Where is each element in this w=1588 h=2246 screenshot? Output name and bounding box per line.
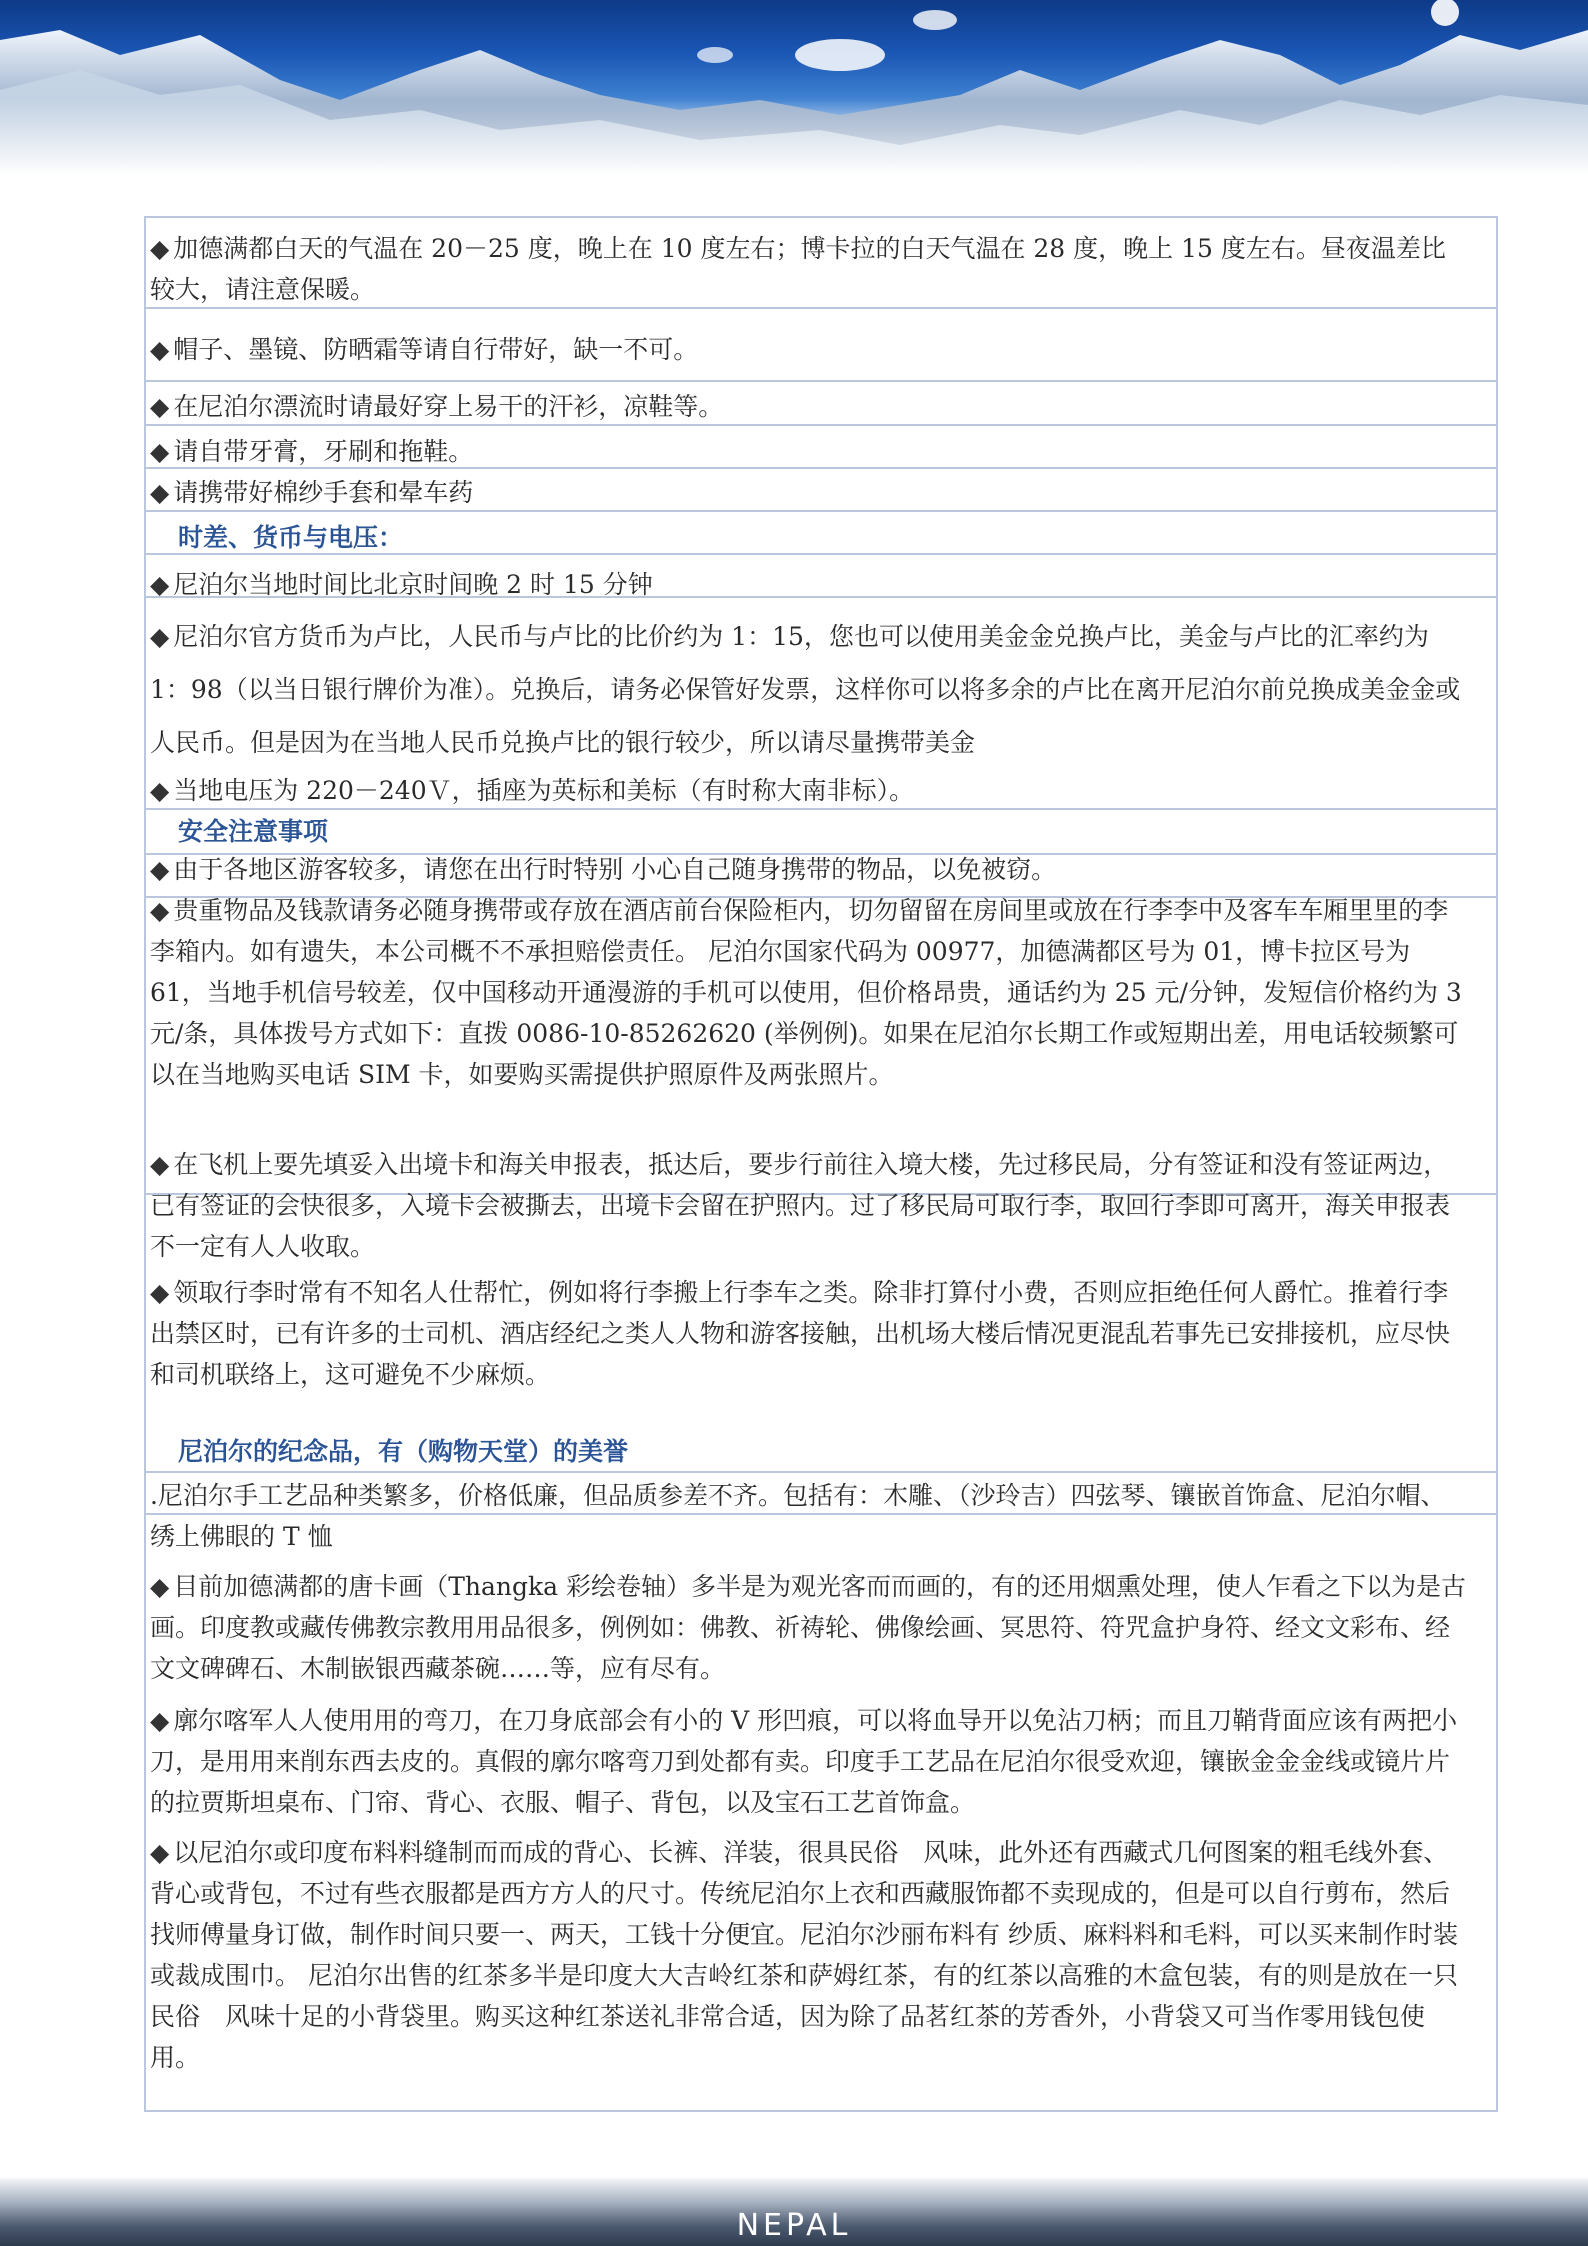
- item-text: 当地电压为 220－240Ｖ，插座为英标和美标（有时称大南非标）。: [173, 776, 915, 805]
- divider: [144, 380, 1498, 382]
- header-mountain-banner: [0, 0, 1588, 175]
- souvenirs-intro: .尼泊尔手工艺品种类繁多，价格低廉，但品质参差不齐。包括有：木雕、（沙玲吉）四弦琴、镶嵌首饰盒、尼泊尔帽、绣上佛眼的 T 恤: [150, 1481, 1446, 1551]
- divider: [144, 1471, 1498, 1473]
- item-text: 廓尔喀军人人使用用的弯刀，在刀身底部会有小的 V 形凹痕，可以将血导开以免沾刀柄；而且刀鞘背面应该有两把小刀，是用用来削东西去皮的。真假的廓尔喀弯刀到处都有卖。印度手工艺品在尼泊尔很受欢迎，镶嵌金金金线或镜片片的拉贾斯坦桌布、门帘、背心、衣服、帽子、背包，以及宝石工艺首饰盒。: [150, 1706, 1458, 1817]
- tip-toiletries: [150, 431, 1468, 472]
- item-text: 领取行李时常有不知名人仕帮忙，例如将行李搬上行李车之类。除非打算付小费，否则应拒绝任何人爵忙。推着行李出禁区时，已有许多的士司机、酒店经纪之类人人物和游客接触，出机场大楼后情况更混乱若事先已安排接机，应尽快和司机联络上，这可避免不少麻烦。: [150, 1278, 1451, 1389]
- bullet-icon: ◆: [150, 776, 170, 805]
- item-text: 以尼泊尔或印度布料料缝制而而成的背心、长裤、洋装，很具民俗 风味，此外还有西藏式几何图案的粗毛线外套、背心或背包，不过有些衣服都是西方方人的尺寸。传统尼泊尔上衣和西藏服饰都不卖现成的，但是可以自行剪布，然后找师傅量身订做，制作时间只要一、两天，工钱十分便宜。尼泊尔沙丽布料有 纱质、麻料料和毛料，可以买来制作时装或裁成围巾。 尼泊尔出售的红茶多半是印度大大吉岭红茶和萨姆红茶，有的红茶以高雅的木盒包装，有的则是放在一只民俗 风味十足的小背袋里。购买这种红茶送礼非常合适，因为除了品茗红茶的芳香外，小背袋又可当作零用钱包使用。: [150, 1838, 1458, 2072]
- item-text: 贵重物品及钱款请务必随身携带或存放在酒店前台保险柜内，切勿留留在房间里或放在行李李中及客车车厢里里的李李箱内。如有遗失，本公司概不不承担赔偿责任。 尼泊尔国家代码为 00977，加德满都区号为 01，博卡拉区号为 61，当地手机信号较差，仅中国移动开通漫游的手机可以使用，但价格昂贵，通话约为 25 元/分钟，发短信价格约为 3 元/条，具体拨号方式如下：直拨 0086-10-85262620 (举例例)。如果在尼泊尔长期工作或短期出差，用电话较频繁可以在当地购买电话 SIM 卡，如要购买需提供护照原件及两张照片。: [150, 896, 1462, 1089]
- bullet-icon: ◆: [150, 622, 170, 651]
- bullet-icon: ◆: [150, 1150, 170, 1179]
- item-text: 在飞机上要先填妥入出境卡和海关申报表，抵达后，要步行前往入境大楼，先过移民局，分有签证和没有签证两边，已有签证的会快很多，入境卡会被撕去，出境卡会留在护照内。过了移民局可取行李，取回行李即可离开，海关申报表不一定有人人收取。: [150, 1150, 1451, 1261]
- currency-info: [150, 610, 1468, 769]
- tip-rafting: [150, 386, 1468, 427]
- souvenir-knife: [150, 1700, 1468, 1823]
- bullet-icon: ◆: [150, 1572, 170, 1601]
- item-text: 尼泊尔官方货币为卢比，人民币与卢比的比价约为 1：15，您也可以使用美金金兑换卢比，美金与卢比的汇率约为 1：98（以当日银行牌价为准）。兑换后，请务必保管好发票，这样你可以将多余的卢比在离开尼泊尔前兑换成美金金或人民币。但是因为在当地人民币兑换卢比的银行较少，所以请尽量携带美金: [150, 622, 1461, 757]
- bullet-icon: ◆: [150, 855, 170, 884]
- safety-belongings: [150, 849, 1468, 890]
- tip-text: 帽子、墨镜、防晒霜等请自行带好，缺一不可。: [173, 335, 699, 364]
- tip-text: 加德满都白天的气温在 20－25 度，晚上在 10 度左右；博卡拉的白天气温在 28 度，晚上 15 度左右。昼夜温差比较大，请注意保暖。: [150, 234, 1446, 304]
- bullet-icon: ◆: [150, 1838, 170, 1867]
- bullet-icon: ◆: [150, 570, 170, 599]
- safety-valuables: [150, 890, 1468, 1095]
- footer-title: NEPAL: [736, 2208, 852, 2243]
- tip-temperature: [150, 228, 1468, 310]
- safety-arrival: [150, 1144, 1468, 1267]
- voltage-info: [150, 770, 1468, 811]
- time-difference: [150, 564, 1468, 605]
- tip-gloves: [150, 472, 1468, 513]
- mountain-landscape-image: [0, 0, 1588, 175]
- item-text: 目前加德满都的唐卡画（Thangka 彩绘卷轴）多半是为观光客而而画的，有的还用烟熏处理，使人乍看之下以为是古画。印度教或藏传佛教宗教用用品很多，例例如：佛教、祈祷轮、佛像绘画、冥思符、符咒盒护身符、经文文彩布、经文文碑碑石、木制嵌银西藏茶碗……等，应有尽有。: [150, 1572, 1467, 1683]
- item-text: 尼泊尔当地时间比北京时间晚 2 时 15 分钟: [173, 570, 653, 599]
- bullet-icon: ◆: [150, 478, 170, 507]
- souvenir-thangka: [150, 1566, 1468, 1689]
- heading-souvenirs: 尼泊尔的纪念品，有（购物天堂）的美誉: [178, 1437, 629, 1466]
- heading-time-currency: 时差、货币与电压：: [178, 523, 404, 552]
- bullet-icon: ◆: [150, 392, 170, 421]
- bullet-icon: ◆: [150, 234, 170, 263]
- bullet-icon: ◆: [150, 437, 170, 466]
- safety-luggage: [150, 1272, 1468, 1395]
- bullet-icon: ◆: [150, 1278, 170, 1307]
- bullet-icon: ◆: [150, 896, 170, 925]
- tip-hats: [150, 329, 1468, 370]
- souvenir-clothing-tea: [150, 1832, 1468, 2078]
- tip-text: 在尼泊尔漂流时请最好穿上易干的汗衫，凉鞋等。: [173, 392, 724, 421]
- tip-text: 请携带好棉纱手套和晕车药: [173, 478, 474, 507]
- heading-safety: 安全注意事项: [178, 817, 329, 846]
- bullet-icon: ◆: [150, 335, 170, 364]
- tip-text: 请自带牙膏，牙刷和拖鞋。: [173, 437, 474, 466]
- item-text: 由于各地区游客较多，请您在出行时特别 小心自己随身携带的物品，以免被窃。: [173, 855, 1057, 884]
- bullet-icon: ◆: [150, 1706, 170, 1735]
